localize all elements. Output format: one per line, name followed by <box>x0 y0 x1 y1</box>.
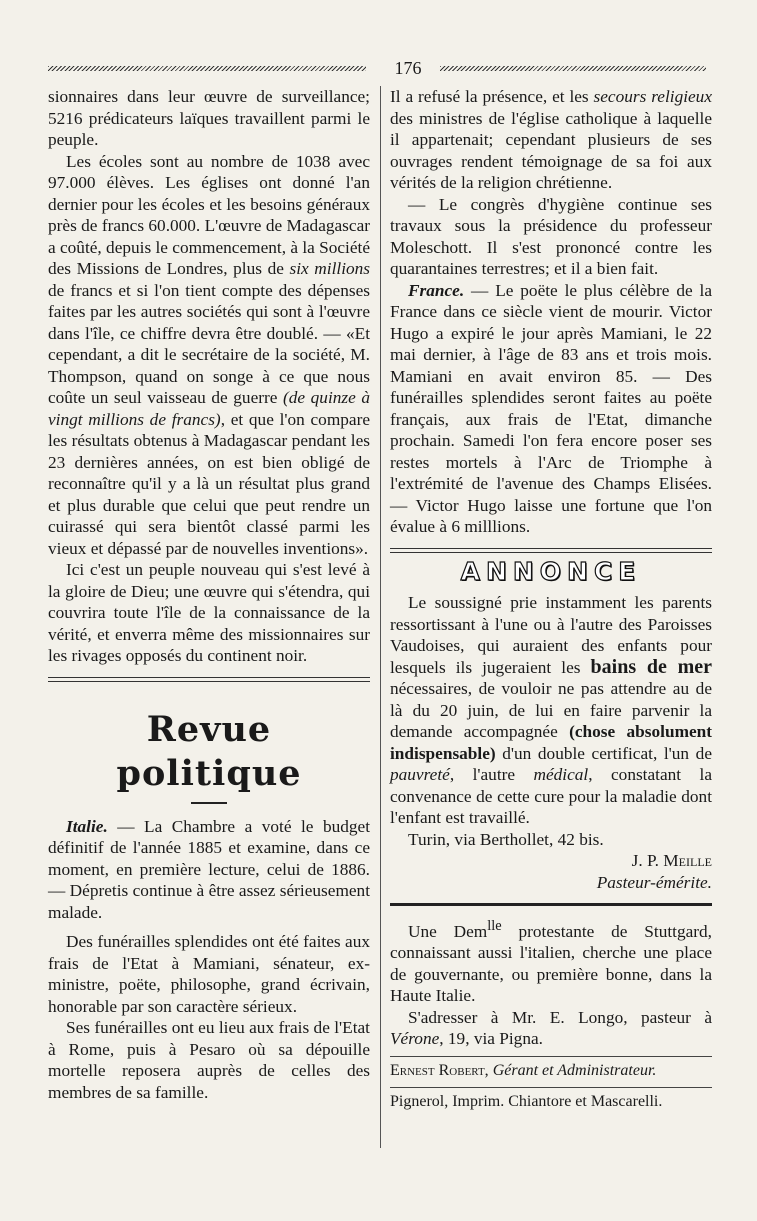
text: de francs et si l'on tient compte des dépenses faites par les autres sociétés qui sont à l'œuvre dans l'île, ce chiffre devra être doublé. — «Et cependant, a dit le secrétaire de la société, M. Thompson, quand on songe à ce que nous coûte un seul vaisseau de guerre <box>48 280 370 407</box>
column-divider <box>380 86 381 1148</box>
text: Une Dem <box>408 921 488 941</box>
emphasis: pauvreté <box>390 765 450 784</box>
imprint-divider <box>390 1087 712 1088</box>
text: Ernest Robert, <box>390 1061 489 1079</box>
paragraph: — Le congrès d'hygiène continue ses travaux sous la présidence du professeur Moleschott. Il s'est prononcé contre les quarantaines terrestres; et il a bien fait. <box>390 194 712 278</box>
emphasis: six millions <box>289 259 370 278</box>
emphasis: bains de mer <box>590 655 713 678</box>
announcement-title: ANNONCE <box>460 556 642 586</box>
page-number: 176 <box>394 58 422 78</box>
country-label: Italie. <box>66 816 108 836</box>
signature-name <box>390 850 712 872</box>
text: — Le poëte le plus célèbre de la France dans ce siècle vient de mourir. Victor Hugo a expiré le jour après Mamiani, le 22 mai dernier, à l'âge de 83 ans et trois mois. Mamiani en avait environ 85. — Des funérailles splendides seront faites au poëte français, aux frais de l'Etat, dimanche prochain. Samedi l'on fera encore poser ses restes mortels à l'Arc de Triomphe à l'extrémité de l'avenue des Champs Elisées. — Victor Hugo laisse une fortune que l'on évalue à 6 milllions. <box>390 280 712 536</box>
paragraph: Ici c'est un peuple nouveau qui s'est levé à la gloire de Dieu; une œuvre qui s'étendra, qui couvrira toute l'île de la connaissance de la vérité, et enverra même des missionnaires sur les rivages opposés du continent noir. <box>48 560 370 665</box>
classified-ad <box>390 916 712 1007</box>
header-ornament-right <box>440 66 706 71</box>
imprint-divider <box>390 1056 712 1057</box>
text: Il a refusé la présence, et les <box>390 87 594 106</box>
text: , 19, via Pigna. <box>439 1029 543 1049</box>
classified-contact <box>390 1007 712 1050</box>
spacer <box>48 923 370 931</box>
section-divider <box>390 548 712 553</box>
text: S'adresser à Mr. E. Longo, pasteur à <box>408 1007 712 1027</box>
text: Pasteur-émérite. <box>596 872 712 892</box>
text: d'un double certificat, l'un de <box>495 743 712 763</box>
text: Les écoles sont au nombre de 1038 avec 97.000 élèves. Les églises ont donné l'an dernier pour les écoles et les besoins généraux près de francs 60.000. L'œuvre de Madagascar a coûté, depuis le commencement, à la Société des Missions de Londres, plus de <box>48 151 370 278</box>
right-column <box>390 86 712 1112</box>
text: J. P. Meille <box>631 851 712 870</box>
section-divider <box>390 903 712 906</box>
page-header <box>48 58 706 80</box>
imprint-manager <box>390 1061 712 1081</box>
signature-title <box>390 872 712 894</box>
country-label: France. <box>408 280 465 300</box>
text: , constatant la convenance de cette cure pour la maladie dont l'enfant est travaillé. <box>390 765 712 827</box>
emphasis: médical <box>533 765 589 784</box>
emphasis: (chose absolument indispensable) <box>390 722 712 763</box>
text: nécessaires, de vouloir ne pas attendre au de là du 20 juin, de lui en faire parvenir la demande accompagnée <box>390 679 712 741</box>
emphasis: secours religieux <box>593 87 712 106</box>
emphasis: Vérone <box>390 1029 440 1049</box>
paragraph: Ses funérailles ont eu lieu aux frais de l'Etat à Rome, puis à Pesaro où sa dépouille mortelle reposera auprès de celles des membres de sa famille. <box>48 1018 370 1102</box>
text: protestante de Stuttgard, connaissant aussi l'italien, cherche une place de gouvernante, ou première bonne, dans la Haute Italie. <box>390 921 712 1006</box>
header-ornament-left <box>48 66 366 71</box>
address: Turin, via Berthollet, 42 bis. <box>408 829 604 849</box>
title-rule <box>191 802 227 804</box>
paragraph: Des funérailles splendides ont été faites aux frais de l'Etat à Mamiani, sénateur, ex-ministre, poëte, philosophe, grand écrivain, honorable par son caractère sérieux. <box>48 932 370 1016</box>
superscript: lle <box>487 918 502 934</box>
text: des ministres de l'église catholique à laquelle il appartenait; cependant plusieurs de ses ouvrages rendent témoignage de sa foi aux vérités de la religion chrétienne. <box>390 108 712 192</box>
paragraph-italie <box>48 816 370 924</box>
text: , l'autre <box>449 765 534 784</box>
paragraph <box>390 86 712 194</box>
text: Le soussigné prie instamment les parents ressortissant à l'une ou à l'autre des Paroisses Vaudoises, qui auraient des enfants pour lesquels ils jugeraient les <box>390 593 712 677</box>
announcement-text <box>390 592 712 829</box>
section-divider <box>48 677 370 682</box>
paragraph-france <box>390 280 712 538</box>
imprint-printer: Pignerol, Imprim. Chiantore et Mascarelli. <box>390 1092 663 1110</box>
section-title: Revue politique <box>116 708 302 794</box>
paragraph-madagascar <box>48 151 370 560</box>
text: Gérant et Administrateur. <box>488 1061 657 1079</box>
left-column <box>48 86 370 1103</box>
text: , et que l'on compare les résultats obtenus à Madagascar pendant les 23 dernières années, on est bien obligé de reconnaître qu'il y a là un résultat plus grand et plus durable que celui que peut rendre un cuirassé qui sera bientôt classé parmi les vieux et dépassé par de nouvelles inventions». <box>48 409 370 558</box>
text: — La Chambre a voté le budget définitif de l'année 1885 et examine, dans ce moment, en première lecture, celui de 1886. — Dépretis continue à être assez sérieusement malade. <box>48 816 370 922</box>
paragraph: sionnaires dans leur œuvre de surveillance; 5216 prédicateurs laïques travaillent parmi le peuple. <box>48 87 370 149</box>
emphasis: (de quinze à vingt millions de francs) <box>48 388 371 429</box>
